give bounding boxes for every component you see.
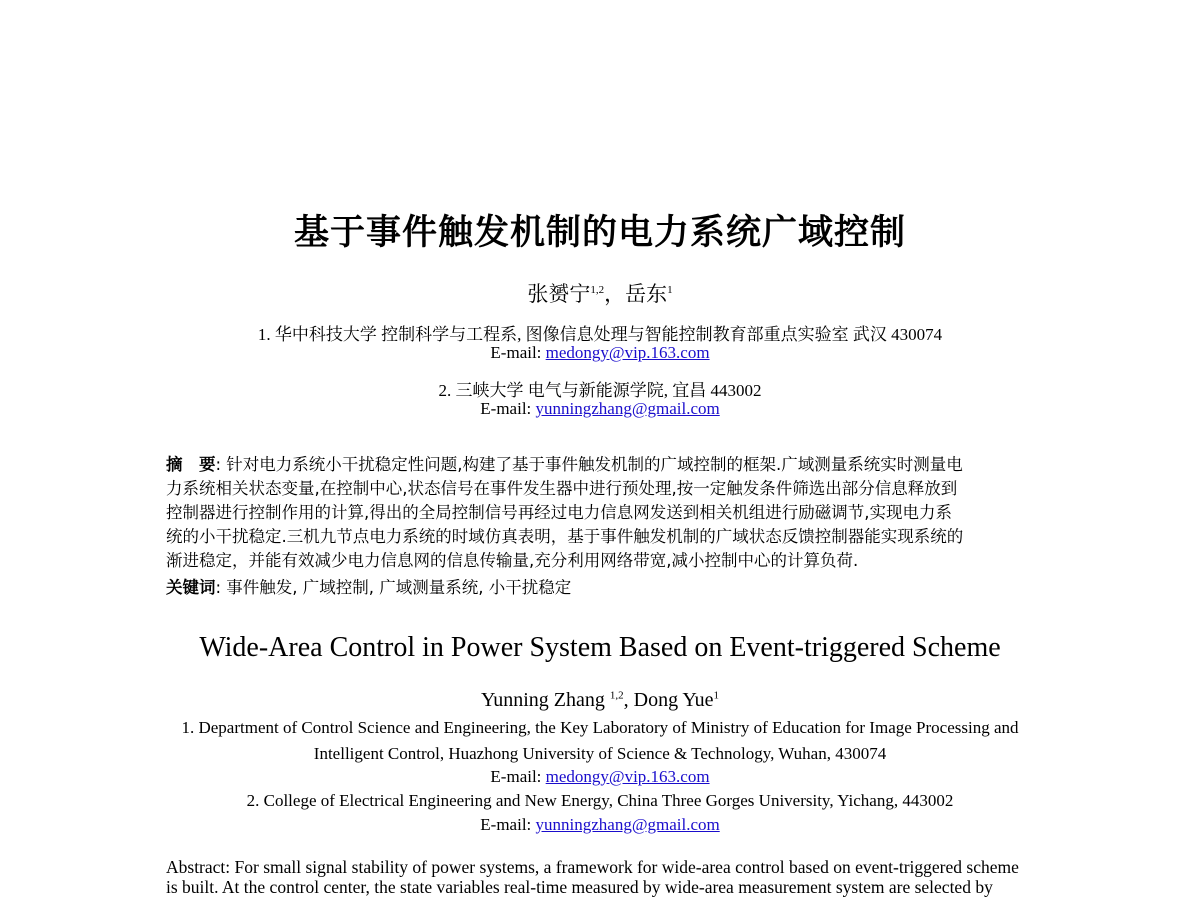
email-link[interactable]: yunningzhang@gmail.com bbox=[535, 399, 720, 418]
email-line-en-2 bbox=[0, 815, 1200, 835]
email-label: E-mail: bbox=[490, 343, 546, 362]
abstract-en bbox=[166, 857, 1019, 897]
abstract-zh bbox=[166, 453, 963, 600]
author-affil-sup: 1,2 bbox=[609, 689, 624, 702]
email-line-zh-2 bbox=[0, 399, 1200, 419]
email-link[interactable]: yunningzhang@gmail.com bbox=[535, 815, 720, 834]
author-name: 张赟宁 bbox=[527, 282, 591, 306]
email-line-zh-1 bbox=[0, 343, 1200, 363]
abstract-line: Abstract: For small signal stability of power systems, a framework for wide-area control based on event-triggered scheme bbox=[166, 857, 1019, 877]
author-affil-sup: 1 bbox=[667, 284, 673, 296]
email-line-en-1 bbox=[0, 767, 1200, 787]
keywords-zh bbox=[166, 576, 963, 600]
affiliation-en-1-line2: Intelligent Control, Huazhong University of Science & Technology, Wuhan, 430074 bbox=[313, 744, 887, 763]
author-separator: ， bbox=[604, 282, 626, 306]
email-label: E-mail: bbox=[490, 767, 546, 786]
author-name: , Dong Yue bbox=[623, 689, 714, 711]
paper-title-en: Wide-Area Control in Power System Based on Event-triggered Scheme bbox=[199, 632, 1001, 663]
abstract-line: 控制器进行控制作用的计算,得出的全局控制信号再经过电力信息网发送到相关机组进行励磁调节,实现电力系 bbox=[166, 503, 952, 522]
author-affil-sup: 1 bbox=[713, 689, 719, 702]
email-link[interactable]: medongy@vip.163.com bbox=[545, 767, 710, 786]
keywords-label: 关键词 bbox=[166, 578, 216, 597]
paper-title-zh: 基于事件触发机制的电力系统广域控制 bbox=[293, 213, 906, 253]
abstract-line: 力系统相关状态变量,在控制中心,状态信号在事件发生器中进行预处理,按一定触发条件筛选出部分信息释放到 bbox=[166, 479, 958, 498]
author-name: 岳东 bbox=[625, 282, 668, 306]
abstract-line: : 针对电力系统小干扰稳定性问题,构建了基于事件触发机制的广域控制的框架.广域测量系统实时测量电 bbox=[215, 455, 963, 474]
keywords-text: : 事件触发, 广域控制, 广域测量系统, 小干扰稳定 bbox=[215, 578, 572, 597]
email-label: E-mail: bbox=[480, 815, 536, 834]
affiliation-en-1-line1: 1. Department of Control Science and Engineering, the Key Laboratory of Ministry of Education for Image Processing and bbox=[181, 718, 1019, 737]
authors-en bbox=[0, 689, 1200, 712]
affiliation-zh-1: 1. 华中科技大学 控制科学与工程系, 图像信息处理与智能控制教育部重点实验室 武汉 430074 bbox=[257, 325, 943, 344]
affiliation-en-2: 2. College of Electrical Engineering and New Energy, China Three Gorges University, Yichang, 443002 bbox=[246, 791, 954, 810]
abstract-label: 摘 要 bbox=[166, 455, 216, 474]
email-link[interactable]: medongy@vip.163.com bbox=[545, 343, 710, 362]
abstract-line: 统的小干扰稳定.三机九节点电力系统的时域仿真表明，基于事件触发机制的广域状态反馈控制器能实现系统的 bbox=[166, 527, 964, 546]
email-label: E-mail: bbox=[480, 399, 536, 418]
abstract-line: is built. At the control center, the state variables real-time measured by wide-area measurement system are selected by bbox=[166, 877, 993, 897]
author-affil-sup: 1,2 bbox=[590, 284, 605, 296]
abstract-line: 渐进稳定，并能有效减少电力信息网的信息传输量,充分利用网络带宽,减小控制中心的计算负荷. bbox=[166, 551, 859, 570]
author-name: Yunning Zhang bbox=[481, 689, 610, 711]
authors-zh bbox=[0, 278, 1200, 308]
affiliation-zh-2: 2. 三峡大学 电气与新能源学院, 宜昌 443002 bbox=[438, 381, 762, 400]
